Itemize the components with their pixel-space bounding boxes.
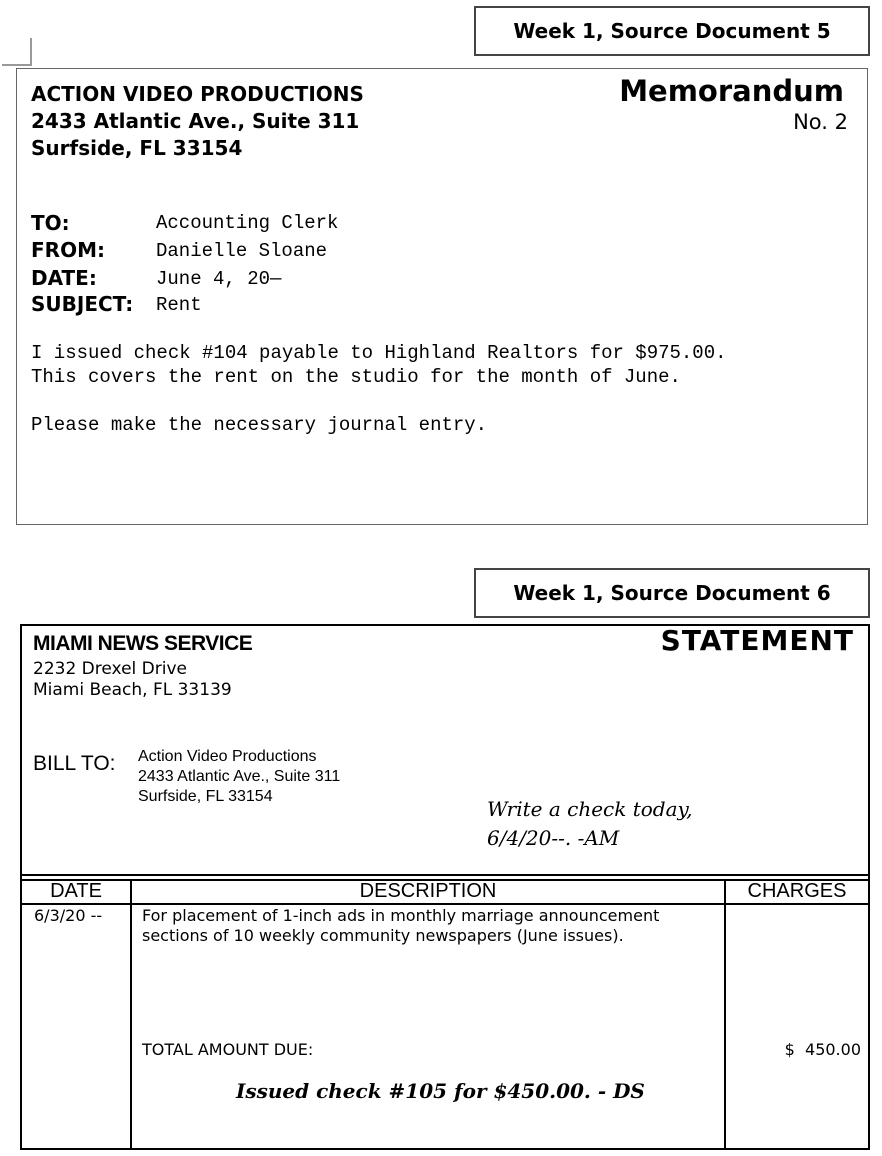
company-address-line1: 2433 Atlantic Ave., Suite 311 [31,109,360,133]
handwritten-note-line1: Write a check today, [487,797,693,821]
row-description-line2: sections of 10 weekly community newspapers (June issues). [142,926,624,945]
field-label-subject: SUBJECT: [31,292,134,316]
crop-mark [30,38,32,66]
column-divider [130,879,132,1150]
payment-note: Issued check #105 for $450.00. - DS [236,1079,645,1103]
vendor-name: MIAMI NEWS SERVICE [33,632,253,655]
memo-title: Memorandum [619,74,844,108]
company-address-line2: Surfside, FL 33154 [31,136,243,160]
field-value-from: Danielle Sloane [156,240,328,262]
column-divider [724,879,726,1150]
statement-title: STATEMENT [660,624,854,657]
memo-body-line: Please make the necessary journal entry. [31,414,488,436]
bill-to-address-line2: Surfside, FL 33154 [138,788,273,805]
company-name: ACTION VIDEO PRODUCTIONS [31,82,364,106]
column-header-date: DATE [50,880,102,902]
source-document-tag [474,6,870,56]
bill-to-name: Action Video Productions [138,748,317,765]
total-label: TOTAL AMOUNT DUE: [142,1040,314,1059]
vendor-address-line1: 2232 Drexel Drive [33,659,187,679]
row-date: 6/3/20 -- [34,906,103,925]
column-header-description: DESCRIPTION [359,880,497,902]
source-document-tag-text: Week 1, Source Document 6 [513,581,831,605]
crop-mark [2,64,32,66]
field-label-from: FROM: [31,238,105,262]
total-amount: $ 450.00 [784,1040,861,1059]
field-value-subject: Rent [156,294,202,316]
bill-to-label: BILL TO: [33,752,116,775]
field-label-to: TO: [31,211,70,235]
vendor-address-line2: Miami Beach, FL 33139 [33,680,232,700]
source-document-tag [474,568,870,618]
field-value-date: June 4, 20— [156,268,282,290]
source-document-tag-text: Week 1, Source Document 5 [513,19,831,43]
handwritten-note-line2: 6/4/20--. -AM [487,826,620,850]
divider [20,903,870,905]
memo-body-line: I issued check #104 payable to Highland Realtors for $975.00. [31,342,727,364]
bill-to-address-line1: 2433 Atlantic Ave., Suite 311 [138,768,341,785]
divider [20,874,870,876]
field-value-to: Accounting Clerk [156,212,339,234]
row-description-line1: For placement of 1-inch ads in monthly marriage announcement [142,906,660,925]
column-header-charges: CHARGES [747,880,847,902]
memo-number: No. 2 [793,110,848,134]
memo-body-line: This covers the rent on the studio for the month of June. [31,366,681,388]
field-label-date: DATE: [31,266,97,290]
